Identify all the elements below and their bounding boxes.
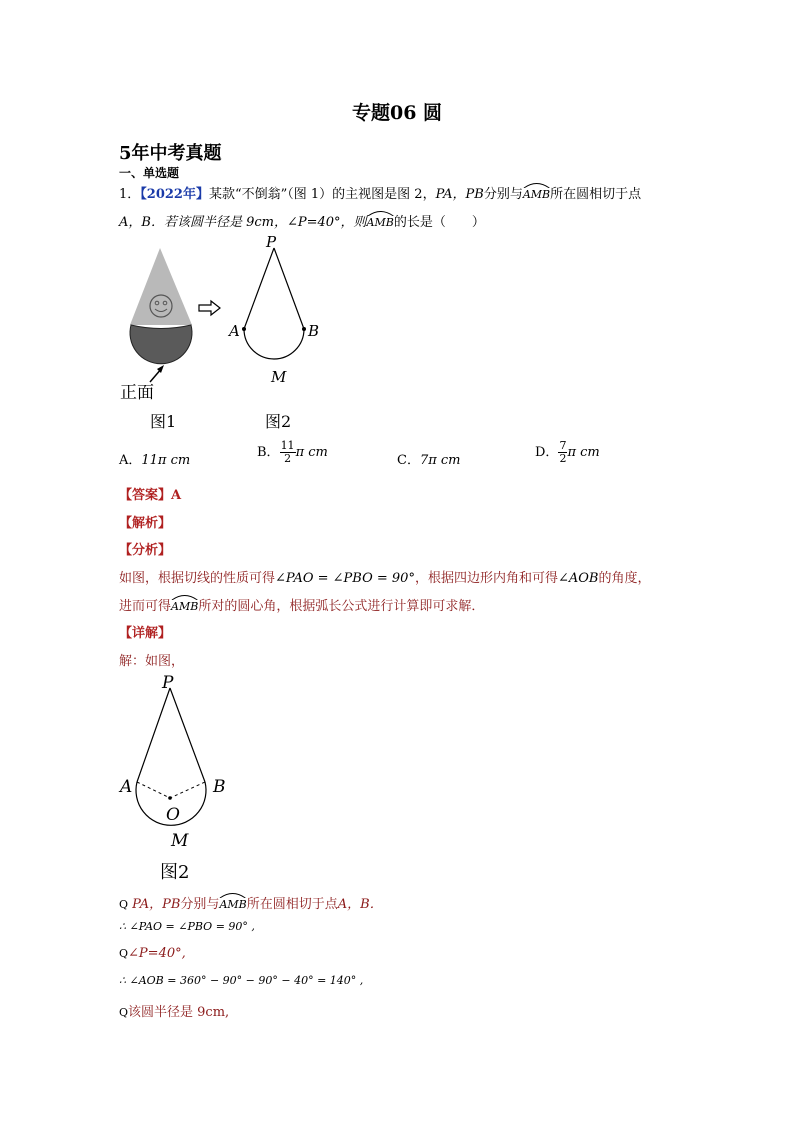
step-1-text-2: 所在圆相切于点 bbox=[246, 897, 338, 912]
step-2: ∴ ∠PAO = ∠PBO = 90° , bbox=[119, 920, 255, 933]
step-3-angle: ∠P=40°, bbox=[128, 946, 186, 961]
option-d-denominator: 2 bbox=[559, 452, 567, 465]
option-d[interactable] bbox=[535, 440, 600, 465]
fig2-caption: 图2 bbox=[265, 412, 292, 431]
step-1-tangents: PA，PB bbox=[132, 897, 181, 912]
fenxi-tag bbox=[119, 539, 171, 558]
arc-amb-label-3: AMB bbox=[171, 600, 199, 613]
section-subheading: 一、单选题 bbox=[119, 166, 180, 180]
label-m: M bbox=[171, 831, 189, 851]
fig1-caption: 图1 bbox=[150, 412, 177, 431]
option-b-numerator: 11 bbox=[280, 439, 295, 452]
because-symbol: Q bbox=[119, 947, 129, 960]
arc-cap-icon bbox=[219, 892, 246, 898]
point-a-dot bbox=[242, 327, 246, 331]
answer-value: A bbox=[171, 488, 182, 503]
detail-intro: 解：如图， bbox=[119, 654, 185, 669]
option-c[interactable] bbox=[397, 449, 461, 468]
figure-2 bbox=[110, 668, 250, 888]
fenxi-text-c: 的角度， bbox=[598, 571, 651, 586]
option-c-letter: C． bbox=[397, 453, 420, 468]
step-3 bbox=[119, 946, 186, 961]
option-b-denominator: 2 bbox=[284, 452, 292, 465]
question-line-1 bbox=[119, 183, 641, 202]
step-5-radius: 该圆半径是 9cm, bbox=[128, 1005, 230, 1020]
option-b-letter: B． bbox=[257, 445, 280, 460]
radius-lines-shape bbox=[137, 782, 205, 798]
tangent-lines-shape bbox=[244, 248, 304, 329]
step-1-points: A，B． bbox=[337, 897, 383, 912]
question-angle: ∠P=40°，则 bbox=[286, 215, 367, 230]
section-heading: 5年中考真题 bbox=[119, 143, 222, 164]
arc-cap-icon bbox=[523, 182, 550, 188]
fenxi-formula-1: ∠PAO = ∠PBO = 90° bbox=[275, 571, 415, 586]
answer-line bbox=[119, 484, 181, 503]
analysis-tag bbox=[119, 512, 171, 531]
label-a: A bbox=[229, 322, 240, 340]
question-text-end-2: 的长是（ ） bbox=[393, 215, 485, 230]
detail-tag-text: 【详解】 bbox=[119, 626, 172, 641]
point-b-dot bbox=[302, 327, 306, 331]
option-b-fraction bbox=[280, 440, 296, 465]
figure-1 bbox=[110, 232, 340, 432]
question-text-mid: 分别与 bbox=[483, 187, 523, 202]
because-symbol: Q bbox=[119, 1006, 129, 1019]
option-c-value: 7π cm bbox=[419, 453, 461, 468]
point-o-dot bbox=[168, 796, 172, 800]
step-1 bbox=[119, 893, 383, 912]
option-d-letter: D． bbox=[535, 445, 559, 460]
fenxi-tag-text: 【分析】 bbox=[119, 543, 172, 558]
option-d-unit: π cm bbox=[567, 445, 600, 460]
arc-amb-label-2: AMB bbox=[366, 216, 394, 229]
fenxi-text-e: 所对的圆心角，根据弧长公式进行计算即可求解． bbox=[198, 599, 485, 614]
detail-tag bbox=[119, 622, 171, 641]
front-label: 正面 bbox=[120, 383, 154, 403]
arc-amb-label: AMB bbox=[522, 188, 551, 201]
arc-amb-3 bbox=[171, 600, 198, 613]
step-4: ∴ ∠AOB = 360° − 90° − 90° − 40° = 140° , bbox=[119, 974, 364, 987]
label-p: P bbox=[162, 673, 174, 693]
option-b[interactable] bbox=[257, 440, 328, 465]
arc-cap-icon bbox=[171, 594, 198, 600]
fig2-caption: 图2 bbox=[160, 862, 190, 883]
fenxi-text-d: 进而可得 bbox=[119, 599, 172, 614]
tangent-lines-shape bbox=[137, 688, 205, 782]
tumbler-cone-shape bbox=[130, 248, 192, 325]
fenxi-line-2 bbox=[119, 595, 484, 614]
label-b: B bbox=[213, 777, 226, 797]
fenxi-text-a: 如图，根据切线的性质可得 bbox=[119, 571, 276, 586]
question-text: 某款“不倒翁”（图 1）的主视图是图 2， bbox=[208, 187, 436, 202]
question-number: 1． bbox=[119, 187, 141, 202]
option-a-letter: A． bbox=[119, 453, 142, 468]
arc-amb bbox=[523, 188, 550, 201]
label-m: M bbox=[271, 368, 287, 386]
arc-amb-2 bbox=[367, 216, 394, 229]
question-text-end: 所在圆相切于点 bbox=[550, 187, 642, 202]
transition-arrow-icon bbox=[199, 301, 220, 315]
fenxi-text-b: ，根据四边形内角和可得 bbox=[414, 571, 558, 586]
question-line-2 bbox=[119, 211, 485, 230]
option-d-numerator: 7 bbox=[559, 439, 567, 452]
step-1-text: 分别与 bbox=[180, 897, 220, 912]
label-o: O bbox=[166, 805, 180, 825]
question-tangent-lines: PA，PB bbox=[435, 187, 484, 202]
label-a: A bbox=[120, 777, 133, 797]
label-p: P bbox=[266, 233, 277, 251]
arc-amb-shape bbox=[244, 329, 304, 359]
option-b-unit: π cm bbox=[295, 445, 328, 460]
arc-cap-icon bbox=[367, 210, 394, 216]
analysis-tag-text: 【解析】 bbox=[119, 516, 172, 531]
tumbler-base-shape bbox=[130, 325, 192, 364]
page-title: 专题06 圆 bbox=[351, 102, 443, 124]
answer-tag: 【答案】 bbox=[119, 488, 172, 503]
fenxi-line-1 bbox=[119, 567, 651, 586]
option-a[interactable] bbox=[119, 449, 190, 468]
label-b: B bbox=[308, 322, 320, 340]
because-symbol: Q bbox=[119, 898, 129, 911]
question-points: A，B．若该圆半径是 9cm， bbox=[119, 215, 287, 230]
option-a-value: 11π cm bbox=[141, 453, 191, 468]
arc-amb-label-4: AMB bbox=[219, 898, 247, 911]
arc-amb-4 bbox=[219, 898, 246, 911]
fenxi-formula-2: ∠AOB bbox=[557, 571, 599, 586]
step-5 bbox=[119, 1001, 229, 1020]
question-year: 【2022年】 bbox=[140, 187, 209, 202]
